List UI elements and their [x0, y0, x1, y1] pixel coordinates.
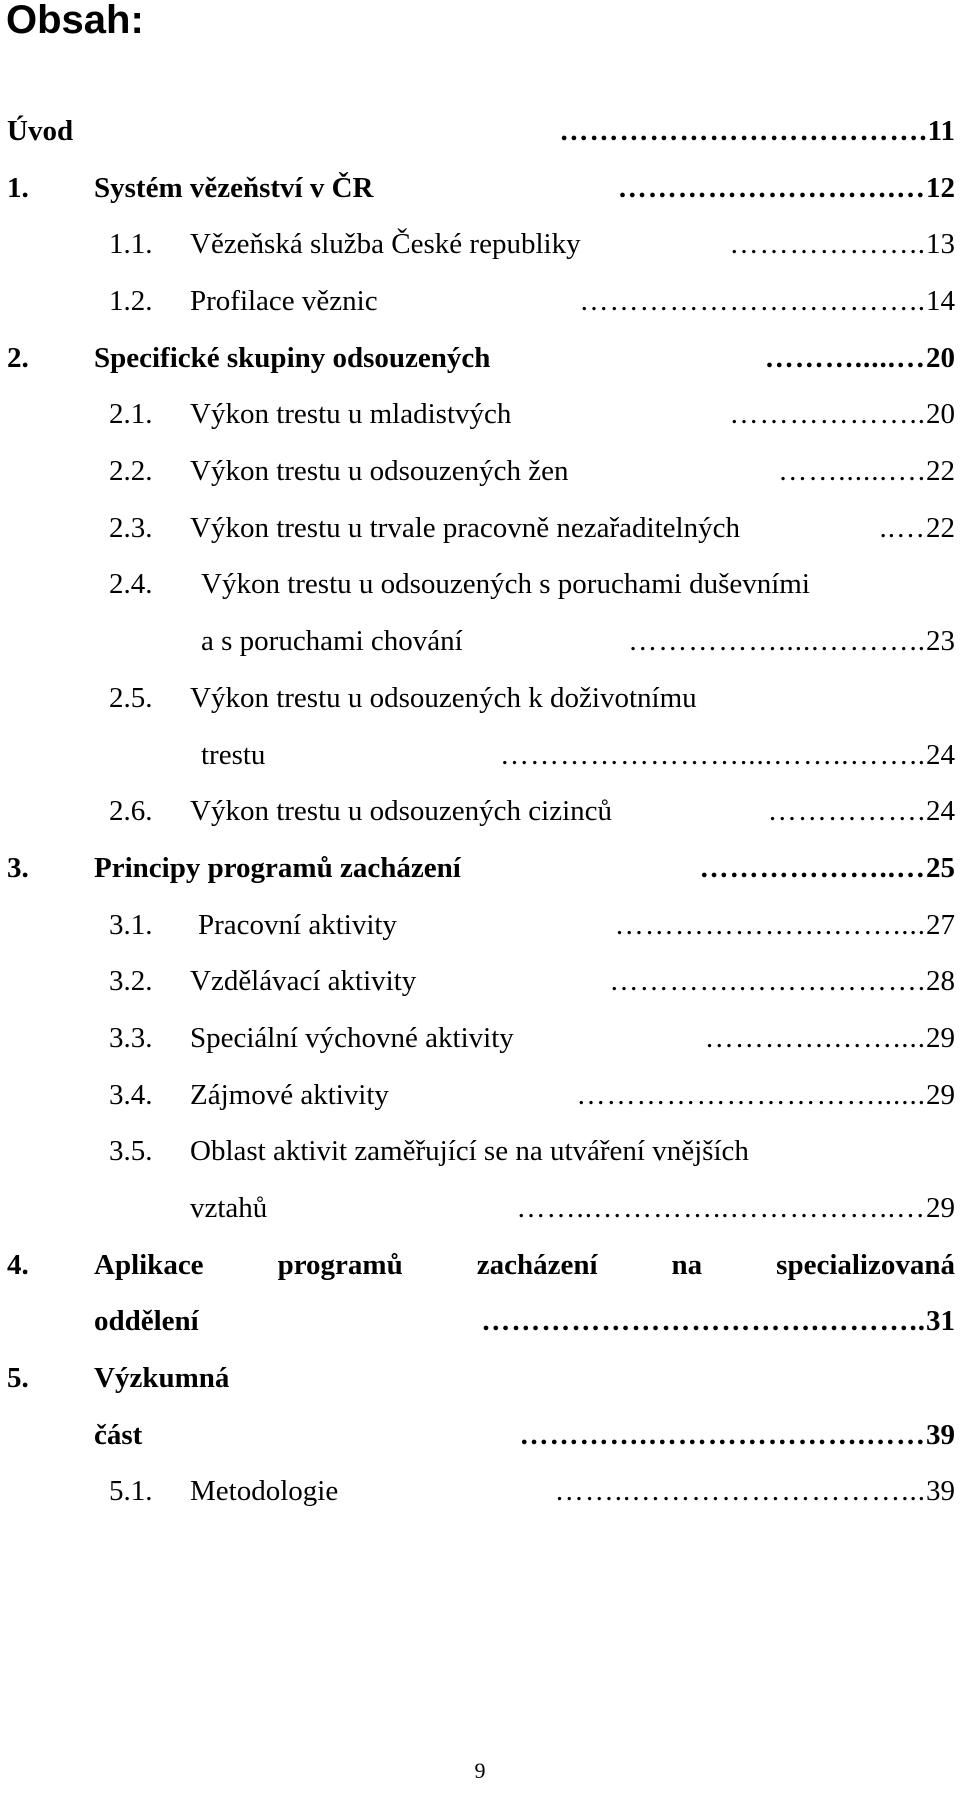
toc-title-word: na — [671, 1249, 703, 1281]
toc-entry-2[interactable] — [7, 338, 955, 378]
dot-leader: ………………..… — [699, 852, 926, 884]
toc-entry-leader-page — [730, 394, 956, 434]
toc-entry-2-4-continuation[interactable] — [201, 621, 955, 661]
dot-leader: ………………….…….... — [614, 909, 926, 941]
toc-title-word: specializovaná — [776, 1249, 955, 1281]
toc-entry-title: Specifické skupiny odsouzených — [94, 342, 491, 374]
toc-page-number: 22 — [926, 455, 955, 487]
dot-leader: ……………. — [767, 795, 926, 827]
toc-entry-leader-page — [577, 1075, 956, 1115]
dot-leader: …………………………...... — [576, 1079, 926, 1111]
dot-leader: ..… — [879, 512, 926, 544]
toc-entry-leader-page — [517, 1188, 956, 1228]
toc-entry-leader-page — [765, 338, 955, 378]
toc-entry-uvod[interactable] — [7, 111, 955, 151]
toc-entry-4[interactable] — [7, 1245, 955, 1285]
toc-entry-number: 2. — [7, 342, 29, 374]
toc-entry-leader-page — [610, 961, 956, 1001]
toc-entry-title: Výkon trestu u mladistvých — [190, 398, 512, 430]
toc-entry-1-2[interactable] — [109, 281, 955, 321]
toc-entry-number: 2.6. — [109, 795, 153, 827]
toc-entry-1-1[interactable] — [109, 224, 955, 264]
toc-entry-title: oddělení — [94, 1305, 199, 1337]
toc-entry-title: Výkon trestu u trvale pracovně nezařaditelných — [190, 512, 740, 544]
toc-page-number: 24 — [926, 739, 955, 771]
dot-leader: ……......…. — [778, 455, 926, 487]
toc-page-number: 29 — [926, 1022, 955, 1054]
toc-entry-leader-page — [520, 1415, 956, 1455]
toc-entry-3-5[interactable] — [109, 1131, 955, 1171]
toc-page-number: 27 — [926, 909, 955, 941]
toc-entry-number: 4. — [7, 1249, 29, 1281]
toc-page-number: 39 — [926, 1419, 955, 1451]
toc-entry-title: Výzkumná — [94, 1362, 230, 1394]
dot-leader: ………….…….... — [704, 1022, 926, 1054]
toc-entry-5-continuation[interactable] — [94, 1415, 955, 1455]
toc-page-number: 28 — [926, 965, 955, 997]
toc-entry-leader-page — [559, 111, 955, 151]
toc-entry-title: část — [94, 1419, 143, 1451]
toc-entry-3-1[interactable] — [109, 905, 955, 945]
toc-title-word: programů — [277, 1249, 403, 1281]
dot-leader: ……..…………..……………..… — [516, 1192, 926, 1224]
toc-entry-5[interactable] — [7, 1358, 955, 1398]
toc-page-number: 39 — [926, 1475, 955, 1507]
toc-entry-title: Výkon trestu u odsouzených žen — [190, 455, 569, 487]
toc-page-number: 31 — [926, 1305, 955, 1337]
toc-entry-title: Výkon trestu u odsouzených k doživotnímu — [190, 682, 697, 714]
dot-leader: …………………………….. — [579, 285, 926, 317]
toc-entry-number: 3.1. — [109, 909, 153, 941]
toc-entry-3-4[interactable] — [109, 1075, 955, 1115]
toc-entry-2-3[interactable] — [109, 508, 955, 548]
toc-page-number: 22 — [926, 512, 955, 544]
toc-entry-number: 1. — [7, 172, 29, 204]
toc-entry-leader-page — [618, 168, 955, 208]
dot-leader: ………….………………. — [609, 965, 926, 997]
toc-page-number: 29 — [926, 1079, 955, 1111]
dot-leader: …………….....……….. — [628, 625, 926, 657]
toc-entry-leader-page — [615, 905, 955, 945]
toc-entry-leader-page — [700, 848, 956, 888]
toc-entry-leader-page — [500, 735, 955, 775]
toc-page-number: 12 — [926, 172, 955, 204]
toc-entry-leader-page — [778, 451, 955, 491]
toc-entry-title: Vzdělávací aktivity — [190, 965, 417, 997]
toc-entry-number: 3. — [7, 852, 29, 884]
toc-entry-leader-page — [555, 1471, 955, 1511]
dot-leader: ……….....… — [764, 342, 926, 374]
toc-entry-title: Pracovní aktivity — [198, 909, 397, 941]
toc-entry-3-5-continuation[interactable] — [190, 1188, 955, 1228]
toc-entry-number: 3.3. — [109, 1022, 153, 1054]
toc-entry-number: 2.5. — [109, 682, 153, 714]
toc-entry-number: 2.1. — [109, 398, 153, 430]
dot-leader: ………………………………. — [559, 115, 928, 147]
toc-entry-title: Metodologie — [190, 1475, 339, 1507]
toc-entry-number: 1.2. — [109, 285, 153, 317]
toc-page-number: 25 — [926, 852, 955, 884]
toc-entry-2-6[interactable] — [109, 791, 955, 831]
toc-page-number: 29 — [926, 1192, 955, 1224]
toc-entry-4-continuation[interactable] — [94, 1301, 955, 1341]
toc-entry-number: 3.2. — [109, 965, 153, 997]
toc-page-number: 14 — [926, 285, 955, 317]
toc-entry-title: Úvod — [7, 115, 74, 147]
toc-title-word: zacházení — [476, 1249, 598, 1281]
toc-entry-leader-page — [580, 281, 956, 321]
toc-entry-title-justified — [94, 1245, 955, 1285]
toc-entry-title: a s poruchami chování — [201, 625, 463, 657]
toc-entry-leader-page — [730, 224, 956, 264]
toc-entry-number: 2.4. — [109, 568, 153, 600]
toc-title-word: Aplikace — [94, 1249, 204, 1281]
toc-page-number: 23 — [926, 625, 955, 657]
toc-entry-number: 3.5. — [109, 1135, 153, 1167]
dot-leader: ………….………………….…… — [519, 1419, 926, 1451]
toc-entry-3-3[interactable] — [109, 1018, 955, 1058]
dot-leader: ……………………….… — [617, 172, 926, 204]
toc-entry-2-1[interactable] — [109, 394, 955, 434]
toc-entry-3[interactable] — [7, 848, 955, 888]
dot-leader: ……………………....……..…….. — [500, 739, 926, 771]
toc-entry-number: 3.4. — [109, 1079, 153, 1111]
toc-entry-2-5[interactable] — [109, 678, 955, 718]
toc-entry-title: trestu — [201, 739, 266, 771]
toc-entry-leader-page — [705, 1018, 955, 1058]
toc-entry-number: 2.3. — [109, 512, 153, 544]
toc-page-number: 13 — [926, 228, 955, 260]
toc-entry-title: Speciální výchovné aktivity — [190, 1022, 514, 1054]
toc-entry-title: vztahů — [190, 1192, 268, 1224]
toc-entry-5-1[interactable] — [109, 1471, 955, 1511]
toc-entry-2-5-continuation[interactable] — [201, 735, 955, 775]
page-title: Obsah: — [6, 0, 144, 42]
toc-entry-2-2[interactable] — [109, 451, 955, 491]
toc-entry-1[interactable] — [7, 168, 955, 208]
toc-entry-3-2[interactable] — [109, 961, 955, 1001]
toc-entry-leader-page — [481, 1301, 955, 1341]
toc-entry-title: Výkon trestu u odsouzených cizinců — [190, 795, 613, 827]
toc-entry-title: Vězeňská služba České republiky — [190, 228, 581, 260]
toc-entry-2-4[interactable] — [109, 564, 955, 604]
toc-page-number: 20 — [926, 342, 955, 374]
toc-page-number: 11 — [927, 115, 955, 147]
toc-entry-leader-page — [880, 508, 956, 548]
toc-page-number: 20 — [926, 398, 955, 430]
toc-entry-leader-page — [768, 791, 955, 831]
toc-entry-number: 5. — [7, 1362, 29, 1394]
page-number: 9 — [474, 1758, 486, 1783]
toc-entry-number: 5.1. — [109, 1475, 153, 1507]
dot-leader: ……………….. — [729, 228, 926, 260]
dot-leader: ……..………………………... — [554, 1475, 926, 1507]
toc-entry-title: Zájmové aktivity — [190, 1079, 389, 1111]
toc-entry-leader-page — [628, 621, 955, 661]
toc-entry-title: Profilace věznic — [190, 285, 378, 317]
toc-entry-title: Výkon trestu u odsouzených s poruchami duševními — [201, 568, 810, 600]
dot-leader: ……………….. — [729, 398, 926, 430]
toc-entry-number: 1.1. — [109, 228, 153, 260]
dot-leader: …………………………….……….. — [481, 1305, 926, 1337]
toc-entry-title: Principy programů zacházení — [94, 852, 461, 884]
toc-entry-title: Oblast aktivit zaměřující se na utváření vnějších — [190, 1135, 749, 1167]
toc-page-number: 24 — [926, 795, 955, 827]
toc-entry-title: Systém vězeňství v ČR — [94, 172, 374, 204]
toc-entry-number: 2.2. — [109, 455, 153, 487]
